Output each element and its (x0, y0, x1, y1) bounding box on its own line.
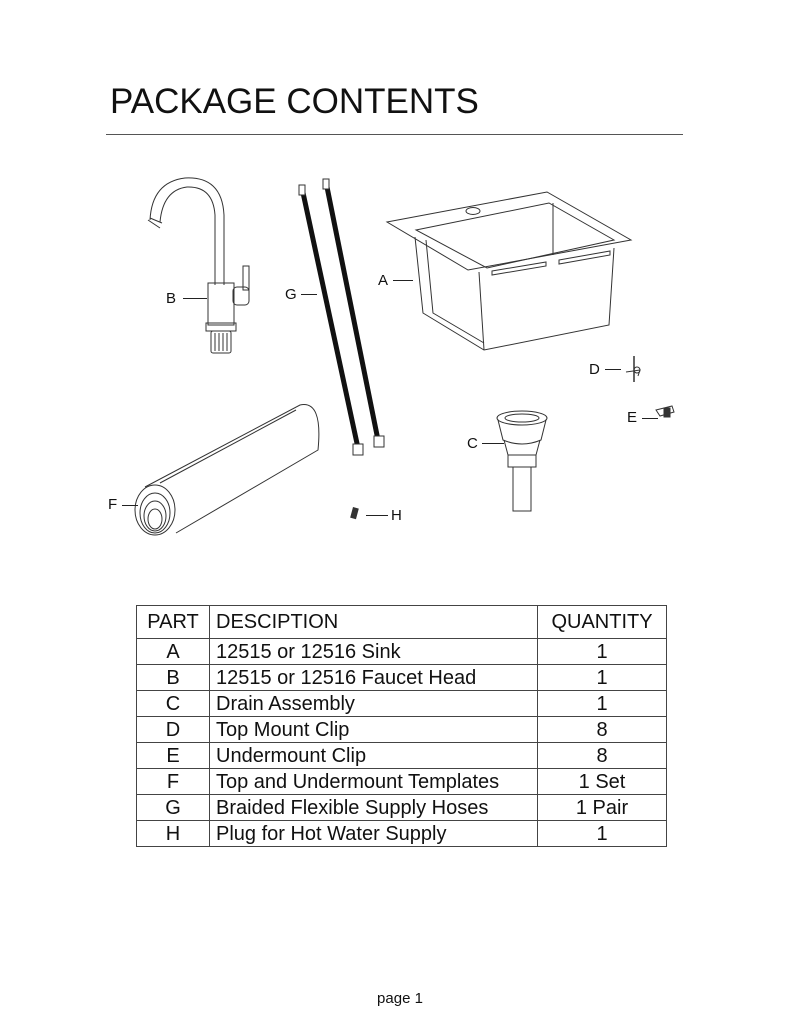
cell-part: F (137, 769, 210, 795)
table-row (137, 769, 667, 795)
page-title: PACKAGE CONTENTS (110, 82, 479, 121)
cell-quantity: 8 (538, 743, 667, 769)
package-contents-table (136, 605, 667, 847)
cell-description: Braided Flexible Supply Hoses (210, 795, 538, 821)
callout-g-leader (301, 294, 317, 295)
cell-part: A (137, 639, 210, 665)
page-number: page 1 (377, 990, 423, 1007)
cell-part: B (137, 665, 210, 691)
callout-e-leader (642, 418, 658, 419)
table-row (137, 717, 667, 743)
header-description: DESCIPTION (210, 606, 538, 639)
callout-b-leader (183, 298, 207, 299)
cell-description: 12515 or 12516 Sink (210, 639, 538, 665)
callout-f: F (108, 496, 118, 513)
callout-b: B (166, 290, 177, 307)
callout-e: E (627, 409, 638, 426)
cell-quantity: 8 (538, 717, 667, 743)
cell-quantity: 1 Pair (538, 795, 667, 821)
parts-diagram (0, 160, 800, 580)
supply-hoses-icon (299, 179, 384, 455)
callout-h: H (391, 507, 402, 524)
cell-description: Top Mount Clip (210, 717, 538, 743)
templates-roll-icon (135, 405, 319, 535)
cell-description: 12515 or 12516 Faucet Head (210, 665, 538, 691)
cell-quantity: 1 (538, 665, 667, 691)
table-row (137, 795, 667, 821)
cell-part: E (137, 743, 210, 769)
cell-quantity: 1 (538, 691, 667, 717)
title-divider (106, 134, 683, 135)
cell-part: G (137, 795, 210, 821)
cell-quantity: 1 (538, 639, 667, 665)
callout-a-leader (393, 280, 413, 281)
callout-c: C (467, 435, 478, 452)
faucet-icon (148, 178, 249, 353)
table-row (137, 639, 667, 665)
drain-assembly-icon (497, 411, 547, 511)
top-mount-clip-icon (626, 356, 640, 382)
header-part: PART (137, 606, 210, 639)
cell-part: C (137, 691, 210, 717)
sink-icon (387, 192, 631, 350)
table-row (137, 691, 667, 717)
callout-h-leader (366, 515, 388, 516)
callout-a: A (378, 272, 389, 289)
header-quantity: QUANTITY (538, 606, 667, 639)
callout-g: G (285, 286, 297, 303)
table-header-row (137, 606, 667, 639)
cell-part: D (137, 717, 210, 743)
cell-part: H (137, 821, 210, 847)
callout-c-leader (482, 443, 504, 444)
undermount-clip-icon (656, 406, 674, 417)
callout-d: D (589, 361, 600, 378)
plug-icon (351, 508, 358, 519)
table-row (137, 665, 667, 691)
callout-d-leader (605, 369, 621, 370)
cell-quantity: 1 Set (538, 769, 667, 795)
table-row (137, 743, 667, 769)
callout-f-leader (122, 505, 138, 506)
cell-description: Plug for Hot Water Supply (210, 821, 538, 847)
cell-description: Undermount Clip (210, 743, 538, 769)
cell-quantity: 1 (538, 821, 667, 847)
cell-description: Top and Undermount Templates (210, 769, 538, 795)
table-row (137, 821, 667, 847)
cell-description: Drain Assembly (210, 691, 538, 717)
